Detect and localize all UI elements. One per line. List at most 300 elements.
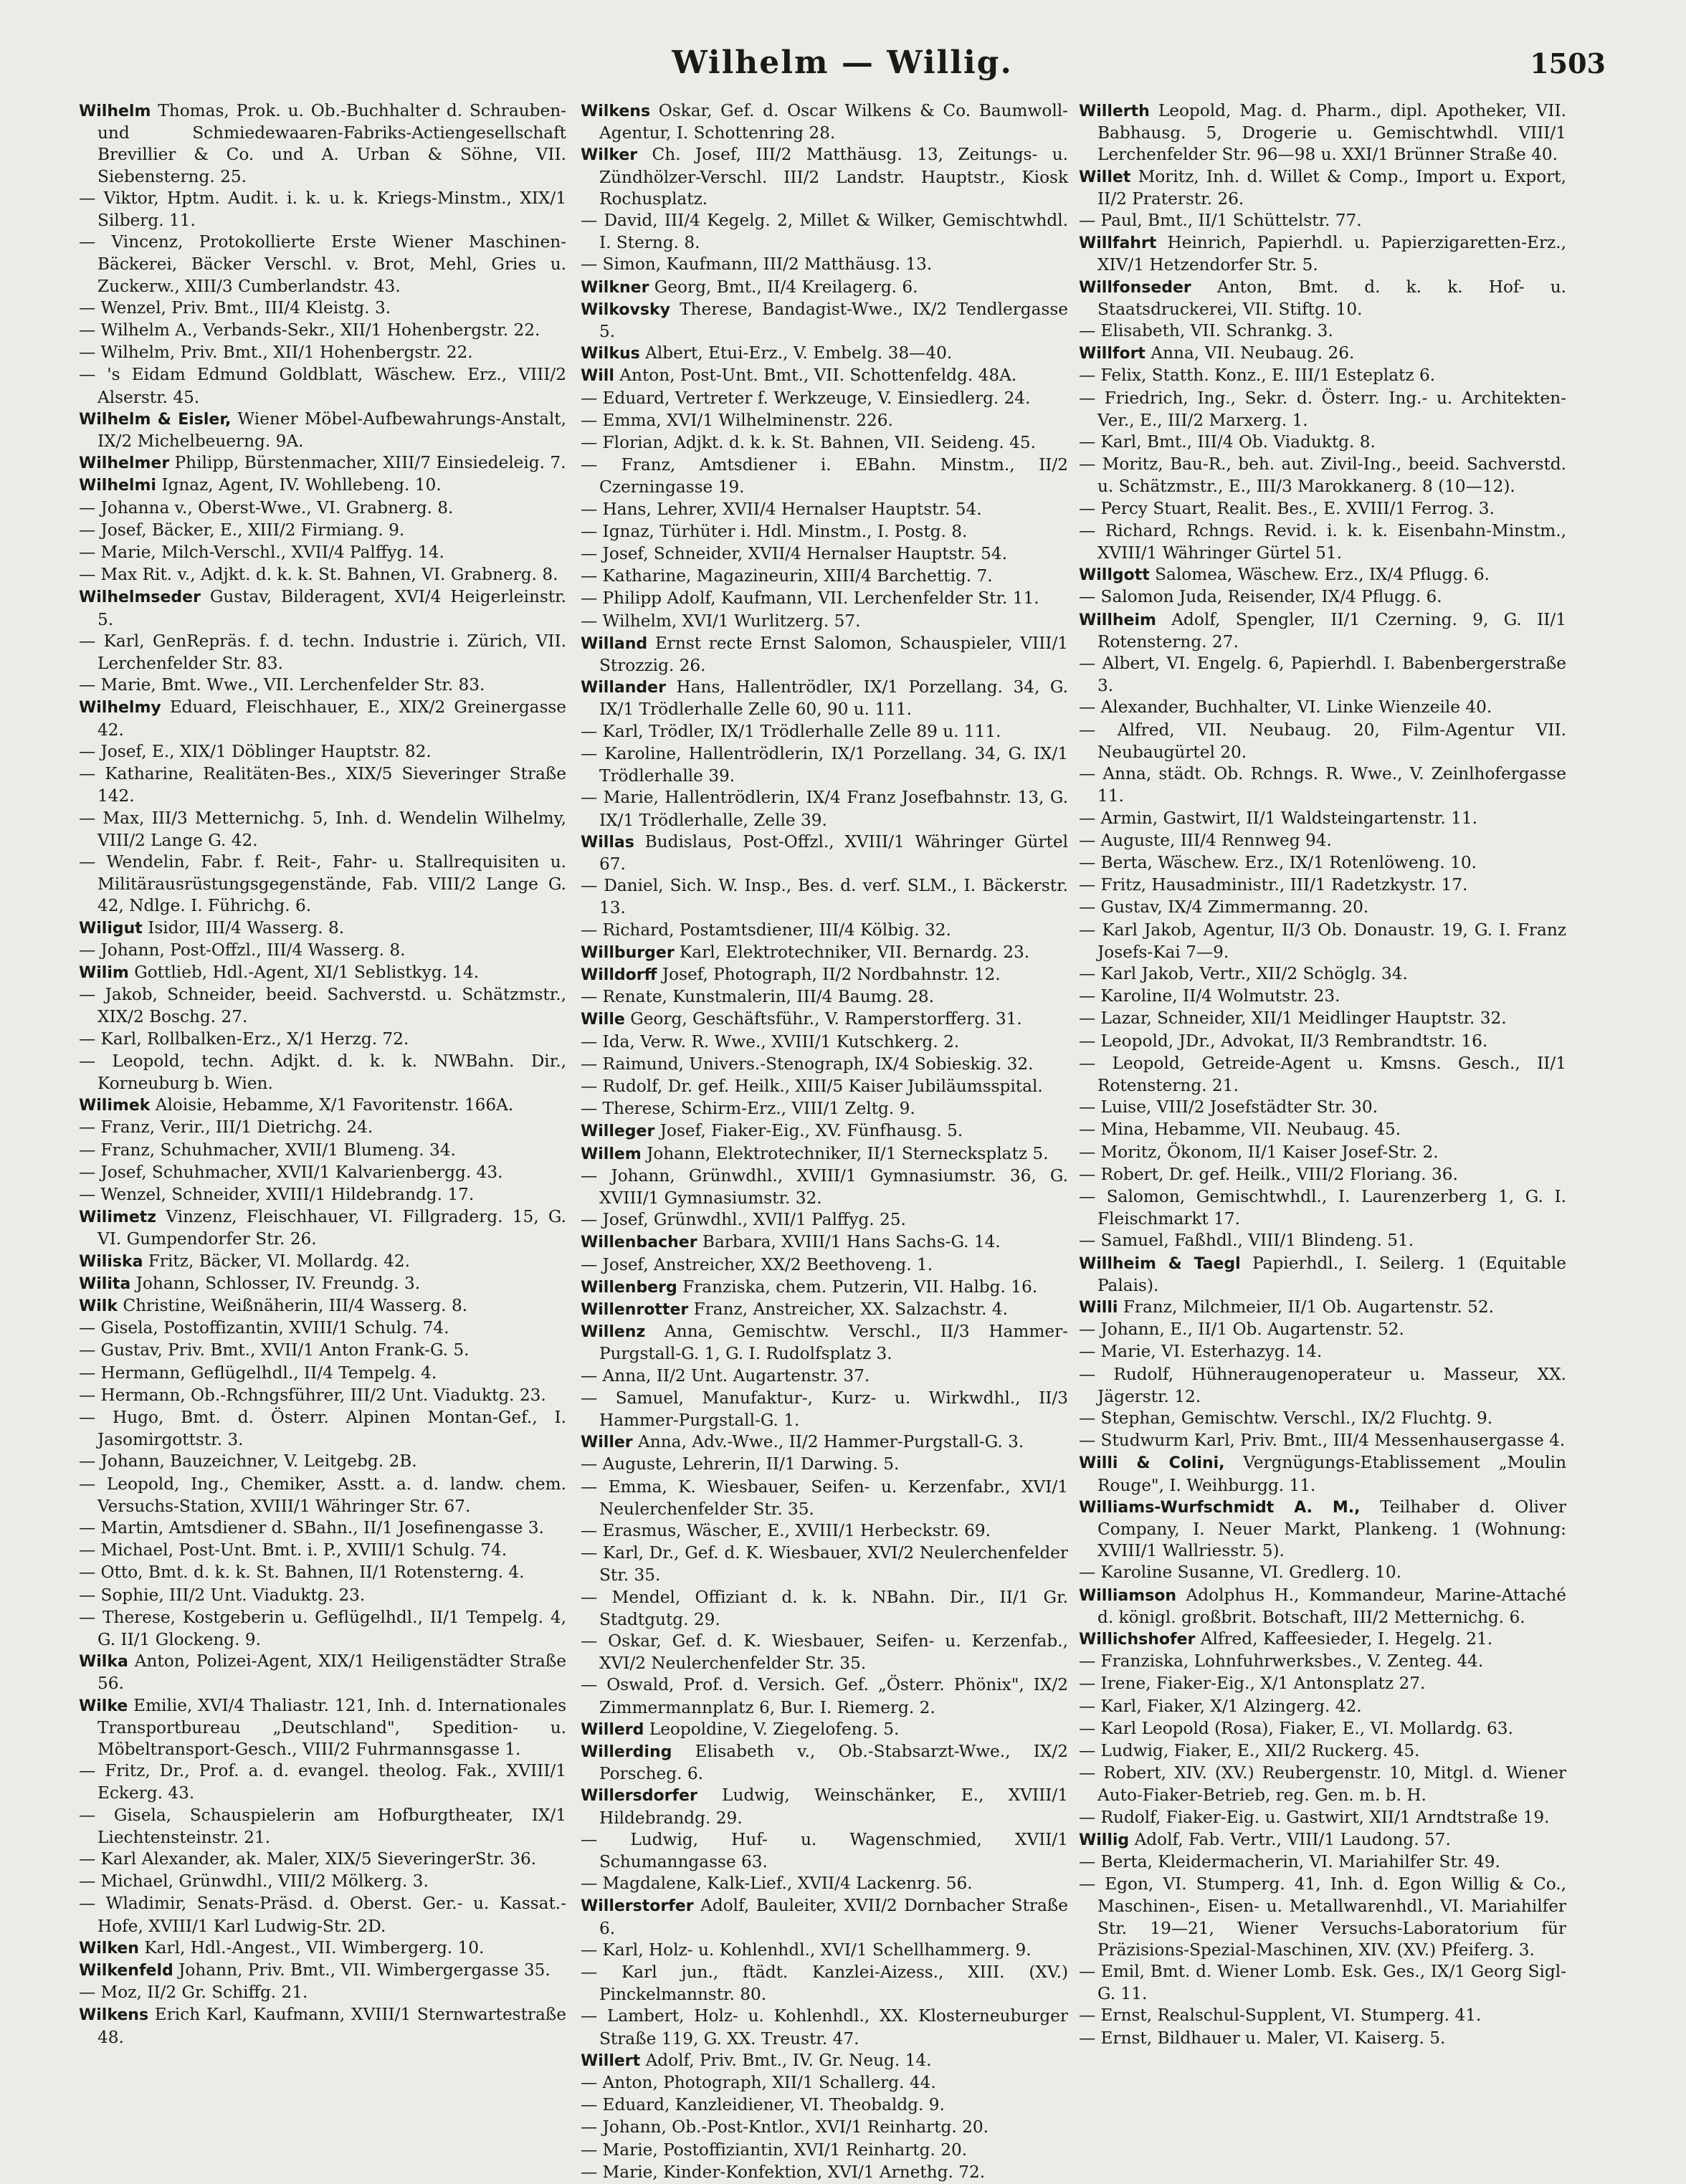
entry-text: — Karl Alexander, ak. Maler, XIX/5 SieveringerStr. 36. (79, 1849, 537, 1869)
entry-text: — Hermann, Geflügelhdl., II/4 Tempelg. 4. (79, 1363, 437, 1383)
entry-text: — Ignaz, Türhüter i. Hdl. Minstm., I. Postg. 8. (581, 521, 968, 541)
entry-text: — Stephan, Gemischtw. Verschl., IX/2 Fluchtg. 9. (1079, 1408, 1493, 1428)
entry-text: Budislaus, Post-Offzl., XVIII/1 Währinger Gürtel 67. (599, 831, 1068, 874)
entry-text: — Lazar, Schneider, XII/1 Meidlinger Hauptstr. 32. (1079, 1008, 1507, 1029)
entry-text: Anton, Polizei-Agent, XIX/1 Heiligenstädter Straße 56. (97, 1651, 566, 1694)
directory-entry (1079, 365, 1566, 387)
entry-text: — Berta, Kleidermacherin, VI. Mariahilfer Str. 49. (1079, 1852, 1500, 1872)
entry-text: Barbara, XVIII/1 Hans Sachs-G. 14. (702, 1232, 1001, 1252)
directory-entry (1079, 653, 1566, 697)
directory-entry (79, 697, 567, 740)
directory-entry (1079, 874, 1566, 897)
directory-entry (1079, 763, 1566, 807)
entry-text: — Hugo, Bmt. d. Österr. Alpinen Montan-Gef., I. Jasomirgottstr. 3. (79, 1407, 566, 1450)
directory-entry (79, 1871, 566, 1893)
entry-text: Christine, Weißnäherin, III/4 Wasserg. 8. (123, 1295, 468, 1315)
directory-entry (581, 2117, 1068, 2139)
directory-entry (79, 1451, 566, 1473)
page-title: Wilhelm — Willig. (672, 44, 1013, 81)
directory-entry (1079, 897, 1566, 919)
entry-text: — Karoline, Hallentrödlerin, IX/1 Porzellang. 34, G. IX/1 Trödlerhalle 39. (581, 743, 1068, 786)
directory-entry (1079, 586, 1566, 609)
entry-text: — Leopold, techn. Adjkt. d. k. k. NWBahn. Dir., Korneuburg b. Wien. (79, 1051, 566, 1093)
entry-text: — Alexander, Buchhalter, VI. Linke Wienzeile 40. (1079, 697, 1492, 717)
entry-text: — Johann, Grünwdhl., XVIII/1 Gymnasiumstr. 36, G. XVIII/1 Gymnasiumstr. 32. (581, 1165, 1068, 1208)
entry-text: Georg, Bmt., II/4 Kreilagerg. 6. (654, 277, 918, 297)
directory-entry (581, 1940, 1068, 1962)
directory-entry (1079, 1230, 1566, 1252)
entry-text: — Berta, Wäschew. Erz., IX/1 Rotenlöweng. 10. (1079, 852, 1477, 872)
entry-text: Johann, Schlosser, IV. Freundg. 3. (135, 1273, 421, 1293)
directory-entry (581, 942, 1068, 964)
directory-entry (79, 100, 566, 188)
entry-text: — Erasmus, Wäscher, E., XVIII/1 Herbeckstr. 69. (581, 1521, 991, 1540)
directory-entry (1079, 498, 1566, 520)
directory-entry (79, 1607, 566, 1651)
directory-entry (1079, 1718, 1566, 1740)
directory-entry (581, 2072, 1068, 2094)
directory-entry (79, 962, 566, 984)
entry-text: — David, III/4 Kegelg. 2, Millet & Wilker, Gemischtwhdl. I. Sterng. 8. (581, 211, 1068, 253)
entry-surname: Wilkner (581, 278, 649, 297)
entry-surname: Willgott (1079, 566, 1150, 585)
entry-text: — Salomon Juda, Reisender, IX/4 Pflugg. 6. (1079, 587, 1442, 607)
directory-entry (79, 1117, 566, 1139)
directory-entry (581, 1454, 1068, 1476)
directory-entry (79, 1162, 566, 1184)
entry-text: — Studwurm Karl, Priv. Bmt., III/4 Messenhausergasse 4. (1079, 1431, 1566, 1451)
entry-text: Oskar, Gef. d. Oscar Wilkens & Co. Baumwoll-Agentur, I. Schottenring 28. (599, 101, 1068, 143)
directory-entry (1079, 1008, 1566, 1030)
entry-text: Josef, Photograph, II/2 Nordbahnstr. 12. (662, 964, 1001, 984)
directory-entry (1079, 920, 1566, 963)
entry-text: Anna, Gemischtw. Verschl., II/3 Hammer-Purgstall-G. 1, G. I. Rudolfsplatz 3. (599, 1322, 1068, 1364)
directory-entry (581, 277, 1068, 299)
directory-entry (581, 1719, 1068, 1741)
entry-text: Ernst recte Ernst Salomon, Schauspieler, VIII/1 Strozzig. 26. (599, 633, 1069, 676)
directory-entry (1079, 1740, 1566, 1763)
directory-entry (1079, 963, 1566, 986)
directory-entry (1079, 1341, 1566, 1363)
entry-surname: Wilkens (581, 102, 651, 120)
directory-entry (581, 1477, 1068, 1520)
directory-entry (581, 1076, 1068, 1098)
entry-text: — Anton, Photograph, XII/1 Schallerg. 44. (581, 2073, 936, 2093)
directory-entry (581, 1829, 1068, 1873)
entry-text: — Luise, VIII/2 Josefstädter Str. 30. (1079, 1097, 1378, 1117)
entry-text: — Wilhelm, XVI/1 Wurlitzerg. 57. (581, 611, 861, 631)
column-3 (1079, 100, 1566, 2107)
entry-text: — Karl, Dr., Gef. d. K. Wiesbauer, XVI/2 Neulerchenfelder Str. 35. (581, 1543, 1068, 1585)
entry-surname: Willenrotter (581, 1300, 689, 1319)
directory-entry (581, 1873, 1068, 1895)
directory-entry (581, 299, 1068, 343)
directory-entry (581, 1254, 1068, 1277)
entry-text: — Paul, Bmt., II/1 Schüttelstr. 77. (1079, 211, 1362, 231)
entry-text: Ignaz, Agent, IV. Wohllebeng. 10. (161, 475, 442, 495)
directory-entry (79, 808, 566, 852)
entry-surname: Wilhelmseder (79, 588, 201, 607)
entry-text: Franz, Milchmeier, II/1 Ob. Augartenstr. 52. (1123, 1297, 1494, 1317)
entry-text: — Egon, VI. Stumperg. 41, Inh. d. Egon Willig & Co., Maschinen-, Eisen- u. Metallwarenhdl., VI. Mariahilfer Str. 19—21, Wiener Versuchs-Laboratorium für Präzisions-Spezial-Maschinen, XIV. (XV.) Pfeiferg. 3. (1079, 1874, 1566, 1960)
directory-entry (1079, 210, 1566, 232)
entry-text: Gottlieb, Hdl.-Agent, XI/1 Seblistkyg. 14. (134, 962, 480, 982)
directory-entry (1079, 852, 1566, 874)
entry-text: — Daniel, Sich. W. Insp., Bes. d. verf. SLM., I. Bäckerstr. 13. (581, 876, 1068, 918)
entry-text: — Marie, Bmt. Wwe., VII. Lerchenfelder Str. 83. (79, 675, 485, 695)
entry-surname: Williamson (1079, 1586, 1177, 1605)
directory-entry (1079, 1297, 1566, 1319)
entry-text: Anton, Post-Unt. Bmt., VII. Schottenfeldg. 48A. (619, 366, 1017, 386)
entry-text: — Marie, VI. Esterhazyg. 14. (1079, 1342, 1323, 1362)
entry-text: — Ernst, Bildhauer u. Maler, VI. Kaiserg. 5. (1079, 2028, 1446, 2048)
entry-text: Gustav, Bilderagent, XVI/4 Heigerleinstr. 5. (97, 587, 566, 629)
directory-entry (79, 940, 566, 962)
entry-text: — Johann, E., II/1 Ob. Augartenstr. 52. (1079, 1320, 1404, 1340)
directory-entry (79, 1474, 566, 1517)
directory-entry (581, 831, 1068, 875)
entry-text: — Sophie, III/2 Unt. Viaduktg. 23. (79, 1585, 366, 1605)
entry-text: Leopoldine, V. Ziegelofeng. 5. (649, 1719, 900, 1739)
entry-text: — Karl, Rollbalken-Erz., X/1 Herzg. 72. (79, 1029, 409, 1049)
entry-text: — Johanna v., Oberst-Wwe., VI. Grabnerg. 8. (79, 497, 454, 518)
entry-text: — Oswald, Prof. d. Versich. Gef. „Österr. Phönix", IX/2 Zimmermannplatz 6, Bur. I. Riemerg. 2. (581, 1675, 1068, 1717)
directory-entry (79, 1760, 566, 1804)
entry-surname: Wille (581, 1011, 625, 1029)
directory-entry (581, 365, 1068, 387)
entry-text: — Otto, Bmt. d. k. k. St. Bahnen, II/1 Rotensterng. 4. (79, 1563, 525, 1583)
directory-entry (581, 1895, 1069, 1939)
directory-entry (1079, 1119, 1566, 1141)
directory-entry (79, 1251, 566, 1273)
directory-entry (1079, 720, 1566, 763)
entry-text: — Franz, Schuhmacher, XVII/1 Blumeng. 34. (79, 1140, 456, 1160)
entry-text: — Richard, Postamtsdiener, III/4 Kölbig. 32. (581, 920, 951, 940)
entry-surname: Willichshofer (1079, 1631, 1196, 1649)
directory-entry (79, 1317, 566, 1340)
entry-surname: Wilke (79, 1697, 128, 1715)
directory-entry (581, 677, 1068, 720)
directory-entry (581, 1143, 1068, 1165)
entry-text: — Martin, Amtsdiener d. SBahn., II/1 Josefinengasse 3. (79, 1518, 544, 1537)
directory-entry (79, 741, 566, 763)
entry-text: — Gisela, Postoffizantin, XVIII/1 Schulg. 74. (79, 1318, 449, 1338)
entry-surname: Wilk (79, 1297, 118, 1315)
directory-entry (1079, 697, 1566, 719)
entry-text: — Hans, Lehrer, XVII/4 Hernalser Hauptstr. 54. (581, 499, 982, 519)
directory-entry (581, 543, 1068, 566)
directory-entry (79, 452, 566, 475)
directory-entry (581, 499, 1068, 521)
entry-text: — Florian, Adjkt. d. k. k. St. Bahnen, VII. Seideng. 45. (581, 433, 1036, 453)
directory-entry (581, 875, 1068, 919)
entry-text: — Therese, Schirm-Erz., VIII/1 Zeltg. 9. (581, 1099, 915, 1119)
directory-entry (581, 2162, 1068, 2184)
entry-surname: Willenbacher (581, 1234, 697, 1252)
directory-entry (581, 1299, 1068, 1321)
entry-text: Wiener Möbel-Aufbewahrungs-Anstalt, IX/2 Michelbeuerng. 9A. (97, 409, 566, 452)
directory-entry (1079, 166, 1566, 210)
directory-entry (581, 1587, 1068, 1631)
entry-surname: Willig (1079, 1831, 1130, 1849)
entry-surname: Willerstorfer (581, 1897, 694, 1916)
directory-entry (581, 986, 1068, 1008)
entry-surname: Willheim (1079, 611, 1156, 629)
entry-surname: Wilkovsky (581, 300, 670, 319)
entry-surname: Willfonseder (1079, 278, 1191, 297)
directory-entry (581, 144, 1068, 210)
directory-entry (1079, 1142, 1566, 1164)
entry-text: Philipp, Bürstenmacher, XIII/7 Einsiedeleig. 7. (174, 453, 566, 473)
entry-text: Salomea, Wäschew. Erz., IX/4 Pflugg. 6. (1155, 565, 1490, 585)
entry-surname: Willburger (581, 943, 675, 962)
directory-entry (581, 721, 1068, 743)
directory-entry (581, 1388, 1068, 1431)
directory-entry (79, 342, 566, 364)
directory-entry (1079, 388, 1566, 431)
entry-text: Aloisie, Hebamme, X/1 Favoritenstr. 166A. (155, 1095, 514, 1115)
entry-text: — Mendel, Offiziant d. k. k. NBahn. Dir., II/1 Gr. Stadtgutg. 29. (581, 1587, 1068, 1629)
entry-text: Franziska, chem. Putzerin, VII. Halbg. 16. (682, 1277, 1038, 1297)
entry-text: — Irene, Fiaker-Eig., X/1 Antonsplatz 27. (1079, 1674, 1426, 1694)
entry-text: Anna, Adv.-Wwe., II/2 Hammer-Purgstall-G. 3. (638, 1432, 1024, 1452)
entry-text: Teilhaber d. Oliver Company, I. Neuer Markt, Plankeng. 1 (Wohnung: XVIII/1 Wallriesstr. 5). (1097, 1497, 1566, 1561)
entry-surname: Wilhelmer (79, 454, 170, 473)
entry-text: Hans, Hallentrödler, IX/1 Porzellang. 34, G. IX/1 Trödlerhalle Zelle 60, 90 u. 111. (599, 677, 1068, 720)
directory-entry (581, 454, 1068, 498)
entry-text: — Felix, Statth. Konz., E. III/1 Esteplatz 6. (1079, 366, 1436, 386)
entry-text: Georg, Geschäftsführ., V. Ramperstorfferg. 31. (630, 1009, 1022, 1029)
directory-entry (581, 1542, 1068, 1586)
directory-entry (581, 1165, 1068, 1209)
directory-entry (79, 1140, 566, 1162)
entry-text: Fritz, Bäcker, VI. Mollardg. 42. (148, 1251, 411, 1271)
entry-surname: Willert (581, 2051, 641, 2070)
entry-text: Ch. Josef, III/2 Matthäusg. 13, Zeitungs- u. Zündhölzer-Verschl. III/2 Landstr. Hauptstr., Kiosk Rochusplatz. (599, 145, 1068, 209)
entry-text: Moritz, Inh. d. Willet & Comp., Import u. Export, II/2 Praterstr. 26. (1097, 166, 1566, 209)
entry-text: — Gustav, IX/4 Zimmermanng. 20. (1079, 897, 1369, 917)
entry-surname: Wilka (79, 1653, 128, 1672)
entry-surname: Wilhelm & Eisler, (79, 410, 232, 429)
entry-surname: Wilhelmi (79, 477, 156, 495)
entry-text: — Eduard, Kanzleidiener, VI. Theobaldg. 9. (581, 2095, 945, 2115)
directory-entry (79, 1051, 566, 1095)
entry-text: — Michael, Post-Unt. Bmt. i. P., XVIII/1 Schulg. 74. (79, 1540, 508, 1560)
entry-surname: Willersdorfer (581, 1787, 697, 1806)
entry-text: Franz, Anstreicher, XX. Salzachstr. 4. (693, 1299, 1009, 1319)
entry-text: Therese, Bandagist-Wwe., IX/2 Tendlergasse 5. (599, 299, 1068, 342)
entry-text: — Raimund, Univers.-Stenograph, IX/4 Sobieskig. 32. (581, 1054, 1034, 1074)
entry-text: — Viktor, Hptm. Audit. i. k. u. k. Kriegs-Minstm., XIX/1 Silberg. 11. (79, 188, 566, 231)
entry-text: Isidor, III/4 Wasserg. 8. (148, 917, 345, 938)
directory-entry (1079, 1763, 1566, 1806)
entry-text: Eduard, Fleischhauer, E., XIX/2 Greinergasse 42. (97, 697, 567, 740)
entry-text: — Rudolf, Fiaker-Eig. u. Gastwirt, XII/1 Arndtstraße 19. (1079, 1807, 1550, 1827)
entry-surname: Wilimek (79, 1097, 151, 1115)
entry-text: — Moz, II/2 Gr. Schiffg. 21. (79, 1983, 308, 2003)
entry-surname: Willerth (1079, 102, 1150, 120)
directory-entry (581, 100, 1068, 144)
directory-entry (1079, 1874, 1566, 1961)
directory-entry (79, 1407, 566, 1451)
directory-entry (79, 188, 566, 232)
entry-surname: Willet (1079, 168, 1131, 186)
directory-entry (581, 2094, 1068, 2117)
directory-entry (581, 1098, 1068, 1120)
entry-text: Thomas, Prok. u. Ob.-Buchhalter d. Schrauben- und Schmiedewaaren-Fabriks-Actiengesellschaft Brevillier & Co. und A. Urban & Söhne, VII. Siebensterng. 25. (97, 101, 566, 186)
entry-text: Johann, Priv. Bmt., VII. Wimbergergasse 35. (178, 1960, 551, 1980)
directory-entry (1079, 343, 1566, 365)
entry-text: — Elisabeth, VII. Schrankg. 3. (1079, 321, 1333, 341)
directory-entry (1079, 1408, 1566, 1430)
entry-text: — Auguste, Lehrerin, II/1 Darwing. 5. (581, 1454, 900, 1474)
entry-text: — Eduard, Vertreter f. Werkzeuge, V. Einsiedlerg. 24. (581, 388, 1031, 408)
directory-entry (1079, 2005, 1566, 2027)
entry-text: Anna, VII. Neubaug. 26. (1151, 343, 1355, 363)
directory-entry (1079, 232, 1566, 276)
entry-text: — Emil, Bmt. d. Wiener Lomb. Esk. Ges., IX/1 Georg Sigl-G. 11. (1079, 1962, 1566, 2004)
directory-entry (79, 917, 566, 940)
directory-entry (1079, 1585, 1566, 1629)
entry-text: — Mina, Hebamme, VII. Neubaug. 45. (1079, 1120, 1401, 1140)
entry-text: — Moritz, Bau-R., beh. aut. Zivil-Ing., beeid. Sachverstd. u. Schätzmstr., E., III/3 Marokkanerg. 8 (10—12). (1079, 454, 1566, 497)
entry-surname: Willheim & Taegl (1079, 1254, 1241, 1273)
directory-entry (581, 787, 1068, 831)
entry-text: — Gisela, Schauspielerin am Hofburgtheater, IX/1 Liechtensteinstr. 21. (79, 1805, 566, 1847)
directory-entry (79, 1184, 566, 1206)
entry-text: — Franz, Verir., III/1 Dietrichg. 24. (79, 1117, 373, 1138)
entry-text: — Moritz, Ökonom, II/1 Kaiser Josef-Str. 2. (1079, 1142, 1439, 1162)
directory-entry (79, 1695, 566, 1761)
entry-text: — Simon, Kaufmann, III/2 Matthäusg. 13. (581, 254, 933, 275)
directory-entry (79, 1385, 566, 1407)
entry-surname: Willenberg (581, 1278, 677, 1297)
entry-surname: Willander (581, 679, 666, 697)
directory-entry (581, 2140, 1068, 2162)
directory-entry (1079, 520, 1566, 564)
entry-surname: Willas (581, 833, 634, 852)
entry-text: — Ernst, Realschul-Supplent, VI. Stumperg. 41. (1079, 2006, 1482, 2026)
directory-entry (79, 1982, 566, 2004)
directory-entry (1079, 100, 1566, 166)
entry-text: Josef, Fiaker-Eig., XV. Fünfhausg. 5. (659, 1121, 963, 1141)
directory-entry (79, 763, 566, 807)
entry-surname: Wilhelmy (79, 699, 161, 717)
entry-text: — Albert, VI. Engelg. 6, Papierhdl. I. Babenbergerstraße 3. (1079, 654, 1566, 696)
entry-text: — Karl, Bmt., III/4 Ob. Viaduktg. 8. (1079, 432, 1376, 452)
entry-surname: Willerding (581, 1743, 672, 1762)
directory-entry (1079, 1430, 1566, 1452)
entry-surname: Willer (581, 1434, 633, 1452)
entry-text: — Franziska, Lohnfuhrwerksbes., V. Zenteg. 44. (1079, 1651, 1484, 1672)
entry-surname: Wilita (79, 1274, 131, 1293)
entry-text: — Alfred, VII. Neubaug. 20, Film-Agentur VII. Neubaugürtel 20. (1079, 720, 1566, 762)
directory-entry (79, 1651, 566, 1694)
entry-text: Erich Karl, Kaufmann, XVIII/1 Sternwartestraße 48. (97, 2005, 567, 2047)
entry-surname: Wilkus (581, 345, 640, 363)
directory-entry (581, 1365, 1068, 1388)
entry-text: — Marie, Kinder-Konfektion, XVI/1 Arnethg. 72. (581, 2162, 986, 2182)
directory-entry (581, 210, 1068, 254)
directory-entry (1079, 1031, 1566, 1053)
entry-surname: Wiliska (79, 1252, 143, 1271)
directory-entry (581, 920, 1068, 942)
directory-entry (79, 1937, 566, 1960)
entry-text: — Ida, Verw. R. Wwe., XVIII/1 Kutschkerg. 2. (581, 1031, 960, 1052)
entry-text: — Wilhelm A., Verbands-Sekr., XII/1 Hohenbergstr. 22. (79, 320, 540, 340)
directory-entry (581, 254, 1068, 276)
entry-text: — Lambert, Holz- u. Kohlenhdl., XX. Klosterneuburger Straße 119, G. XX. Treustr. 47. (581, 2006, 1068, 2049)
entry-text: — Anna, II/2 Unt. Augartenstr. 37. (581, 1365, 870, 1386)
directory-entry (1079, 1696, 1566, 1718)
directory-entry (581, 1321, 1068, 1365)
entry-text: Adolf, Fab. Vertr., VIII/1 Laudong. 57. (1134, 1829, 1451, 1849)
entry-text: — Karoline, II/4 Wolmutstr. 23. (1079, 986, 1340, 1006)
entry-text: — Josef, Grünwdhl., XVII/1 Palffyg. 25. (581, 1210, 906, 1230)
directory-entry (581, 521, 1068, 543)
entry-text: — Jakob, Schneider, beeid. Sachverstd. u. Schätzmstr., XIX/2 Boschg. 27. (79, 985, 566, 1027)
directory-entry (581, 410, 1068, 432)
directory-entry (1079, 1829, 1566, 1851)
directory-entry (1079, 1673, 1566, 1695)
directory-entry (79, 852, 566, 917)
directory-entry (79, 2004, 567, 2048)
entry-text: — Josef, E., XIX/1 Döblinger Hauptstr. 82. (79, 741, 432, 761)
directory-entry (1079, 609, 1566, 653)
entry-text: — Rudolf, Hühneraugenoperateur u. Masseur, XX. Jägerstr. 12. (1079, 1364, 1566, 1406)
entry-text: Adolf, Spengler, II/1 Czerning. 9, G. II/1 Rotensterng. 27. (1097, 609, 1566, 652)
entry-text: — Auguste, III/4 Rennweg 94. (1079, 830, 1332, 850)
entry-text: — Karl Leopold (Rosa), Fiaker, E., VI. Mollardg. 63. (1079, 1718, 1513, 1738)
directory-entry (1079, 830, 1566, 852)
entry-text: — Fritz, Dr., Prof. a. d. evangel. theolog. Fak., XVIII/1 Eckerg. 43. (79, 1761, 566, 1803)
entry-text: — Renate, Kunstmalerin, III/4 Baumg. 28. (581, 987, 934, 1007)
entry-text: — Michael, Grünwdhl., VIII/2 Mölkerg. 3. (79, 1871, 429, 1892)
entry-text: — Vincenz, Protokollierte Erste Wiener Maschinen-Bäckerei, Bäcker Verschl. v. Brot, Mehl, Gries u. Zuckerw., XIII/3 Cumberlandstr. 43. (79, 232, 566, 296)
directory-entry (79, 984, 566, 1028)
directory-entry (1079, 808, 1566, 830)
entry-surname: Willfort (1079, 345, 1146, 363)
entry-text: — Max Rit. v., Adjkt. d. k. k. St. Bahnen, VI. Grabnerg. 8. (79, 565, 558, 585)
entry-surname: Wilkenfeld (79, 1962, 173, 1980)
entry-text: — Friedrich, Ing., Sekr. d. Österr. Ing.- u. Architekten-Ver., E., III/2 Marxerg. 1. (1079, 388, 1566, 430)
directory-entry (581, 743, 1068, 787)
directory-entry (79, 1095, 566, 1117)
column-1 (79, 100, 566, 2107)
entry-text: — Fritz, Hausadministr., III/1 Radetzkystr. 17. (1079, 875, 1468, 895)
entry-surname: Willand (581, 634, 648, 653)
directory-entry (79, 1585, 566, 1607)
entry-text: — Karoline Susanne, VI. Gredlerg. 10. (1079, 1563, 1401, 1583)
directory-entry (581, 1054, 1068, 1076)
directory-entry (79, 520, 566, 542)
directory-entry (79, 631, 566, 674)
entry-text: — Wilhelm, Priv. Bmt., XII/1 Hohenbergstr. 22. (79, 343, 473, 363)
directory-entry (1079, 1497, 1566, 1563)
directory-entry (79, 297, 566, 320)
entry-surname: Williams-Wurfschmidt A. M., (1079, 1498, 1361, 1517)
directory-entry (79, 497, 566, 520)
entry-text: — Leopold, Getreide-Agent u. Kmsns. Gesch., II/1 Rotensterng. 21. (1079, 1053, 1566, 1095)
entry-surname: Wiligut (79, 919, 143, 938)
directory-entry (79, 1849, 566, 1871)
directory-entry (79, 564, 566, 586)
directory-entry (79, 1206, 567, 1250)
entry-text: — Karl, Fiaker, X/1 Alzingerg. 42. (1079, 1696, 1362, 1716)
entry-text: — Salomon, Gemischtwhdl., I. Laurenzerberg 1, G. I. Fleischmarkt 17. (1079, 1186, 1566, 1229)
entry-text: — Karl, Holz- u. Kohlenhdl., XVI/1 Schellhammerg. 9. (581, 1940, 1032, 1960)
directory-entry (79, 1540, 566, 1562)
